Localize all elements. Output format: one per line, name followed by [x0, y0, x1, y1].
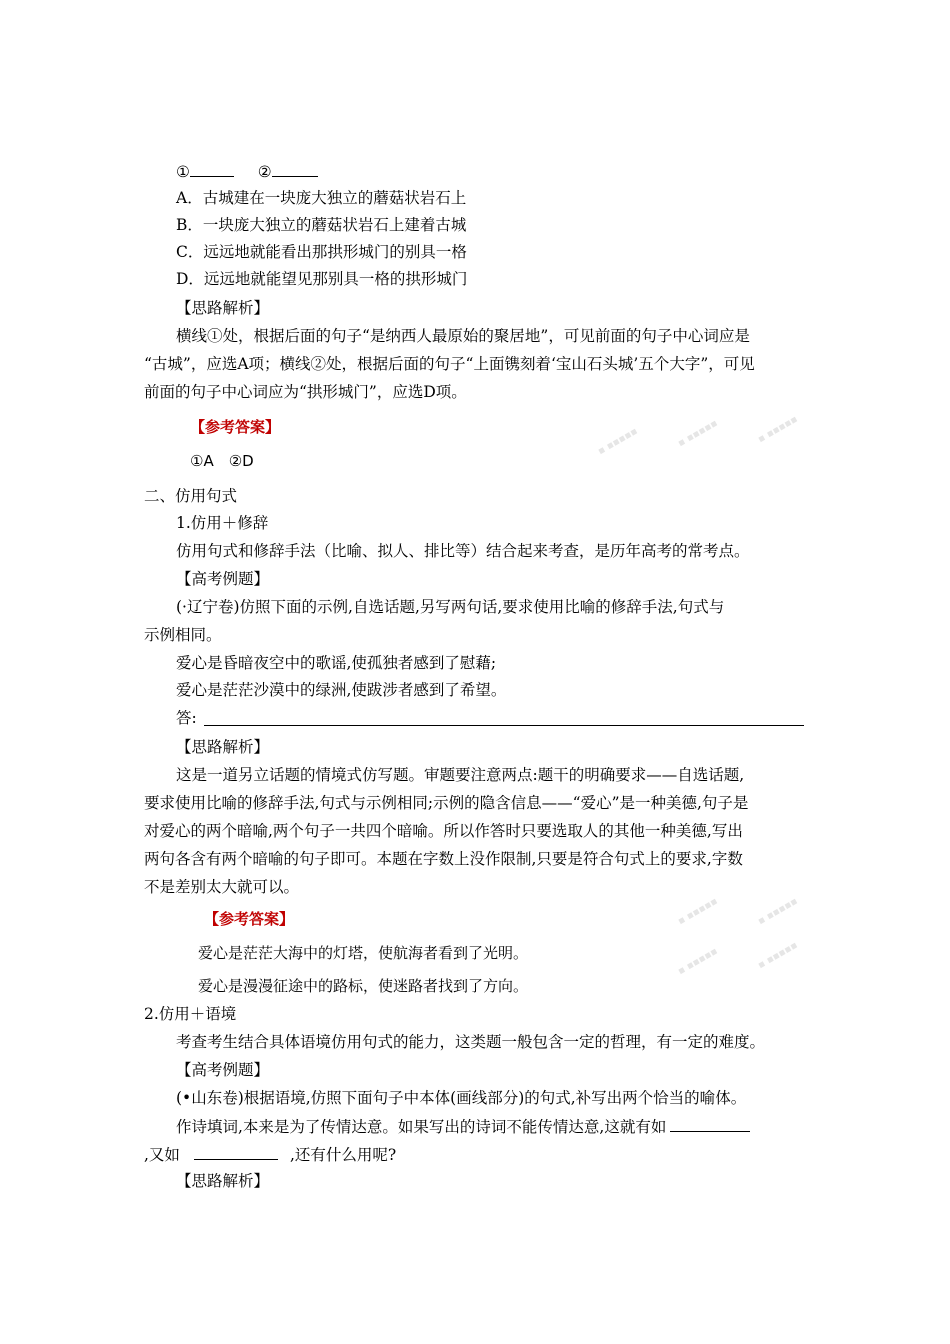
watermark: ▪ ▪▪▪▪▪ — [676, 945, 720, 978]
sample-sentence: 爱心是昏暗夜空中的歌谣,使孤独者感到了慰藉; — [176, 654, 497, 672]
answer-heading: 【参考答案】 — [204, 910, 295, 928]
analysis-heading: 【思路解析】 — [176, 1172, 270, 1190]
answer-line — [204, 725, 804, 726]
example-line: (•山东卷)根据语境,仿照下面句子中本体(画线部分)的句式,补写出两个恰当的喻体。 — [176, 1089, 747, 1107]
watermark: ▪ ▪▪▪▪▪ — [756, 895, 800, 928]
answer-prompt-line: 答: — [176, 709, 197, 727]
analysis-heading: 【思路解析】 — [176, 738, 270, 756]
example-text-line: 作诗填词,本来是为了传情达意。如果写出的诗词不能传情达意,这就有如 — [176, 1115, 750, 1138]
sample-sentence: 爱心是茫茫沙漠中的绿洲,使跋涉者感到了希望。 — [176, 681, 507, 699]
answer-blank-1 — [190, 160, 234, 177]
analysis-line: 两句各含有两个暗喻的句子即可。本题在字数上没作限制,只要是符合句式上的要求,字数 — [144, 850, 743, 868]
subsection-description: 考查考生结合具体语境仿用句式的能力，这类题一般包含一定的哲理，有一定的难度。 — [176, 1033, 766, 1051]
subsection-description: 仿用句式和修辞手法（比喻、拟人、排比等）结合起来考查，是历年高考的常考点。 — [176, 542, 750, 560]
example-line: (·辽宁卷)仿照下面的示例,自选话题,另写两句话,要求使用比喻的修辞手法,句式与 — [176, 598, 725, 616]
answer-blank-2 — [272, 160, 318, 177]
answer-heading: 【参考答案】 — [190, 418, 281, 436]
option-c: C．远远地就能看出那拱形城门的别具一格 — [176, 243, 467, 261]
watermark: ▪ ▪▪▪▪▪ — [756, 413, 800, 446]
answer-text: ①A ②D — [190, 452, 254, 470]
analysis-heading: 【思路解析】 — [176, 299, 270, 317]
option-b: B．一块庞大独立的蘑菇状岩石上建着古城 — [176, 216, 467, 234]
option-d: D．远远地就能望见那别具一格的拱形城门 — [176, 270, 468, 288]
answer-text: 爱心是漫漫征途中的路标，使迷路者找到了方向。 — [198, 977, 529, 995]
analysis-line: 对爱心的两个暗喻,两个句子一共四个暗喻。所以作答时只要选取人的其他一种美德,写出 — [144, 822, 743, 840]
answer-blank-4 — [194, 1143, 278, 1160]
answer-blank-3 — [670, 1115, 750, 1132]
watermark: ▪ ▪▪▪▪▪ — [676, 895, 720, 928]
section-title: 二、仿用句式 — [144, 487, 238, 505]
subsection-title: 1.仿用＋修辞 — [176, 514, 269, 532]
watermark: ▪ ▪▪▪▪▪ — [756, 939, 800, 972]
example-heading: 【高考例题】 — [176, 1061, 270, 1079]
answer-text: 爱心是茫茫大海中的灯塔，使航海者看到了光明。 — [198, 944, 529, 962]
analysis-line: 横线①处，根据后面的句子“是纳西人最原始的聚居地”，可见前面的句子中心词应是 — [176, 327, 750, 345]
analysis-line: 前面的句子中心词应为“拱形城门”，应选D项。 — [144, 383, 467, 401]
analysis-line: 不是差别太大就可以。 — [144, 878, 300, 896]
example-text-line: ,又如 ,还有什么用呢? — [144, 1143, 396, 1166]
option-a: A．古城建在一块庞大独立的蘑菇状岩石上 — [176, 189, 467, 207]
analysis-line: 这是一道另立话题的情境式仿写题。审题要注意两点:题干的明确要求——自选话题, — [176, 766, 745, 784]
watermark: ▪ ▪▪▪▪▪ — [596, 425, 640, 458]
watermark: ▪ ▪▪▪▪▪ — [676, 417, 720, 450]
example-line: 示例相同。 — [144, 626, 222, 644]
example-heading: 【高考例题】 — [176, 570, 270, 588]
analysis-line: 要求使用比喻的修辞手法,句式与示例相同;示例的隐含信息——“爱心”是一种美德,句子是 — [144, 794, 749, 812]
subsection-title: 2.仿用＋语境 — [144, 1005, 237, 1023]
q1-blank-line: ① ② — [176, 160, 318, 183]
analysis-line: “古城”，应选A项；横线②处，根据后面的句子“上面镌刻着‘宝山石头城’五个大字”，可见 — [144, 355, 755, 373]
